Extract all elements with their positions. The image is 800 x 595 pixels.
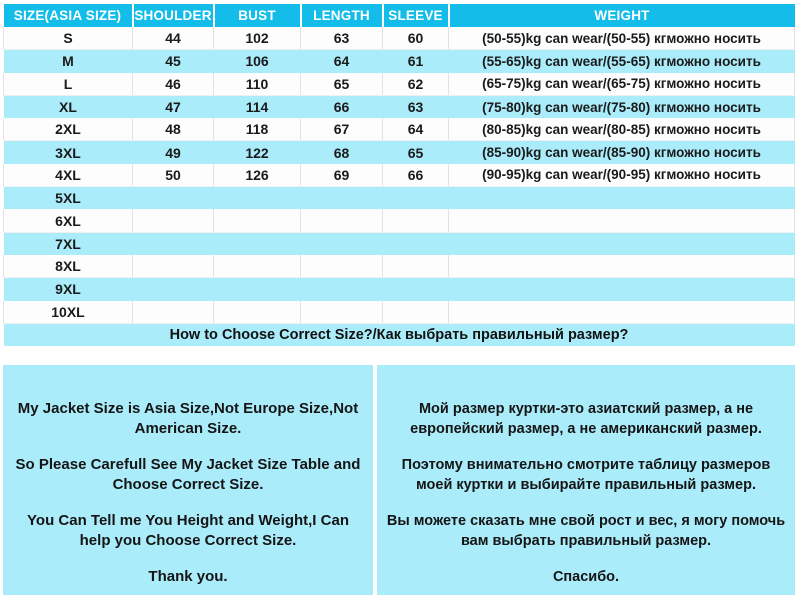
notes-english-paragraph: You Can Tell me You Height and Weight,I Can help you Choose Correct Size.: [27, 511, 349, 549]
size-cell: 4XL: [4, 164, 133, 187]
sleeve-cell: 66: [383, 164, 449, 187]
table-row: [4, 255, 795, 278]
length-cell: 69: [301, 164, 383, 187]
length-cell: [301, 255, 383, 278]
table-row: [4, 164, 795, 187]
length-cell: 63: [301, 27, 383, 50]
bust-cell: [214, 255, 301, 278]
weight-cell: [449, 278, 795, 301]
shoulder-cell: 50: [133, 164, 214, 187]
weight-cell: [449, 232, 795, 255]
table-row: [4, 50, 795, 73]
weight-cell: [449, 301, 795, 324]
shoulder-cell: 48: [133, 118, 214, 141]
sleeve-cell: [383, 255, 449, 278]
length-cell: 65: [301, 73, 383, 96]
shoulder-cell: 47: [133, 95, 214, 118]
length-cell: 64: [301, 50, 383, 73]
sleeve-cell: 63: [383, 95, 449, 118]
table-row: [4, 301, 795, 324]
sleeve-cell: 61: [383, 50, 449, 73]
column-header-size: SIZE(ASIA SIZE): [4, 4, 133, 27]
shoulder-cell: [133, 301, 214, 324]
notes-russian-paragraph: Вы можете сказать мне свой рост и вес, я могу помочь вам выбрать правильный размер.: [386, 512, 786, 549]
bust-cell: 106: [214, 50, 301, 73]
length-cell: [301, 209, 383, 232]
weight-cell: [449, 255, 795, 278]
weight-cell: (75-80)kg can wear/(75-80) кгможно носить: [449, 95, 795, 118]
length-cell: 67: [301, 118, 383, 141]
table-row: [4, 141, 795, 164]
length-cell: [301, 278, 383, 301]
size-cell: S: [4, 27, 133, 50]
sleeve-cell: [383, 232, 449, 255]
weight-cell: (85-90)kg can wear/(85-90) кгможно носить: [449, 141, 795, 164]
size-cell: 6XL: [4, 209, 133, 232]
banner-row: [4, 323, 795, 346]
bust-cell: [214, 301, 301, 324]
sleeve-cell: [383, 187, 449, 210]
weight-cell: (90-95)kg can wear/(90-95) кгможно носить: [449, 164, 795, 187]
notes-english-paragraph: My Jacket Size is Asia Size,Not Europe Size,Not American Size.: [17, 399, 359, 437]
table-header-row: [4, 4, 795, 27]
weight-cell: (80-85)kg can wear/(80-85) кгможно носить: [449, 118, 795, 141]
table-row: [4, 187, 795, 210]
shoulder-cell: 45: [133, 50, 214, 73]
table-row: [4, 73, 795, 96]
bust-cell: 110: [214, 73, 301, 96]
bust-cell: 118: [214, 118, 301, 141]
column-header-length: LENGTH: [301, 4, 383, 27]
column-header-sleeve: SLEEVE: [383, 4, 449, 27]
shoulder-cell: [133, 278, 214, 301]
length-cell: [301, 187, 383, 210]
sleeve-cell: 60: [383, 27, 449, 50]
shoulder-cell: [133, 209, 214, 232]
sleeve-cell: 64: [383, 118, 449, 141]
notes-english: [3, 365, 373, 595]
table-row: [4, 118, 795, 141]
bust-cell: 122: [214, 141, 301, 164]
weight-cell: [449, 209, 795, 232]
weight-cell: (65-75)kg can wear/(65-75) кгможно носить: [449, 73, 795, 96]
size-cell: 3XL: [4, 141, 133, 164]
notes-russian-paragraph: Мой размер куртки-это азиатский размер, а не европейский размер, а не американский размер.: [410, 400, 762, 437]
shoulder-cell: [133, 255, 214, 278]
size-cell: 7XL: [4, 232, 133, 255]
notes-russian: [377, 365, 795, 595]
table-row: [4, 27, 795, 50]
size-table: [3, 4, 795, 346]
shoulder-cell: 46: [133, 73, 214, 96]
notes-russian-paragraph: Поэтому внимательно смотрите таблицу размеров моей куртки и выбирайте правильный размер.: [401, 456, 771, 493]
bust-cell: 102: [214, 27, 301, 50]
weight-cell: [449, 187, 795, 210]
shoulder-cell: 49: [133, 141, 214, 164]
size-cell: M: [4, 50, 133, 73]
table-row: [4, 95, 795, 118]
table-row: [4, 209, 795, 232]
bust-cell: 126: [214, 164, 301, 187]
shoulder-cell: [133, 232, 214, 255]
sleeve-cell: 62: [383, 73, 449, 96]
length-cell: [301, 232, 383, 255]
bust-cell: [214, 209, 301, 232]
sleeve-cell: [383, 301, 449, 324]
column-header-bust: BUST: [214, 4, 301, 27]
length-cell: 68: [301, 141, 383, 164]
bust-cell: [214, 187, 301, 210]
bust-cell: [214, 232, 301, 255]
size-cell: 8XL: [4, 255, 133, 278]
shoulder-cell: 44: [133, 27, 214, 50]
size-cell: 9XL: [4, 278, 133, 301]
weight-cell: (55-65)kg can wear/(55-65) кгможно носить: [449, 50, 795, 73]
notes-russian-thanks: Спасибо.: [552, 568, 620, 585]
length-cell: [301, 301, 383, 324]
spacer: [3, 346, 795, 365]
shoulder-cell: [133, 187, 214, 210]
sleeve-cell: 65: [383, 141, 449, 164]
size-cell: L: [4, 73, 133, 96]
notes-english-thanks: Thank you.: [148, 567, 228, 585]
size-cell: 10XL: [4, 301, 133, 324]
notes-section: [3, 365, 795, 595]
bust-cell: [214, 278, 301, 301]
table-row: [4, 232, 795, 255]
column-header-shoulder: SHOULDER: [133, 4, 214, 27]
notes-english-paragraph: So Please Carefull See My Jacket Size Table and Choose Correct Size.: [15, 455, 361, 493]
table-row: [4, 278, 795, 301]
column-header-weight: WEIGHT: [449, 4, 795, 27]
sleeve-cell: [383, 278, 449, 301]
weight-cell: (50-55)kg can wear/(50-55) кгможно носить: [449, 27, 795, 50]
bust-cell: 114: [214, 95, 301, 118]
length-cell: 66: [301, 95, 383, 118]
how-to-choose-banner: How to Choose Correct Size?/Как выбрать правильный размер?: [4, 323, 795, 346]
sleeve-cell: [383, 209, 449, 232]
size-cell: XL: [4, 95, 133, 118]
size-cell: 2XL: [4, 118, 133, 141]
size-cell: 5XL: [4, 187, 133, 210]
